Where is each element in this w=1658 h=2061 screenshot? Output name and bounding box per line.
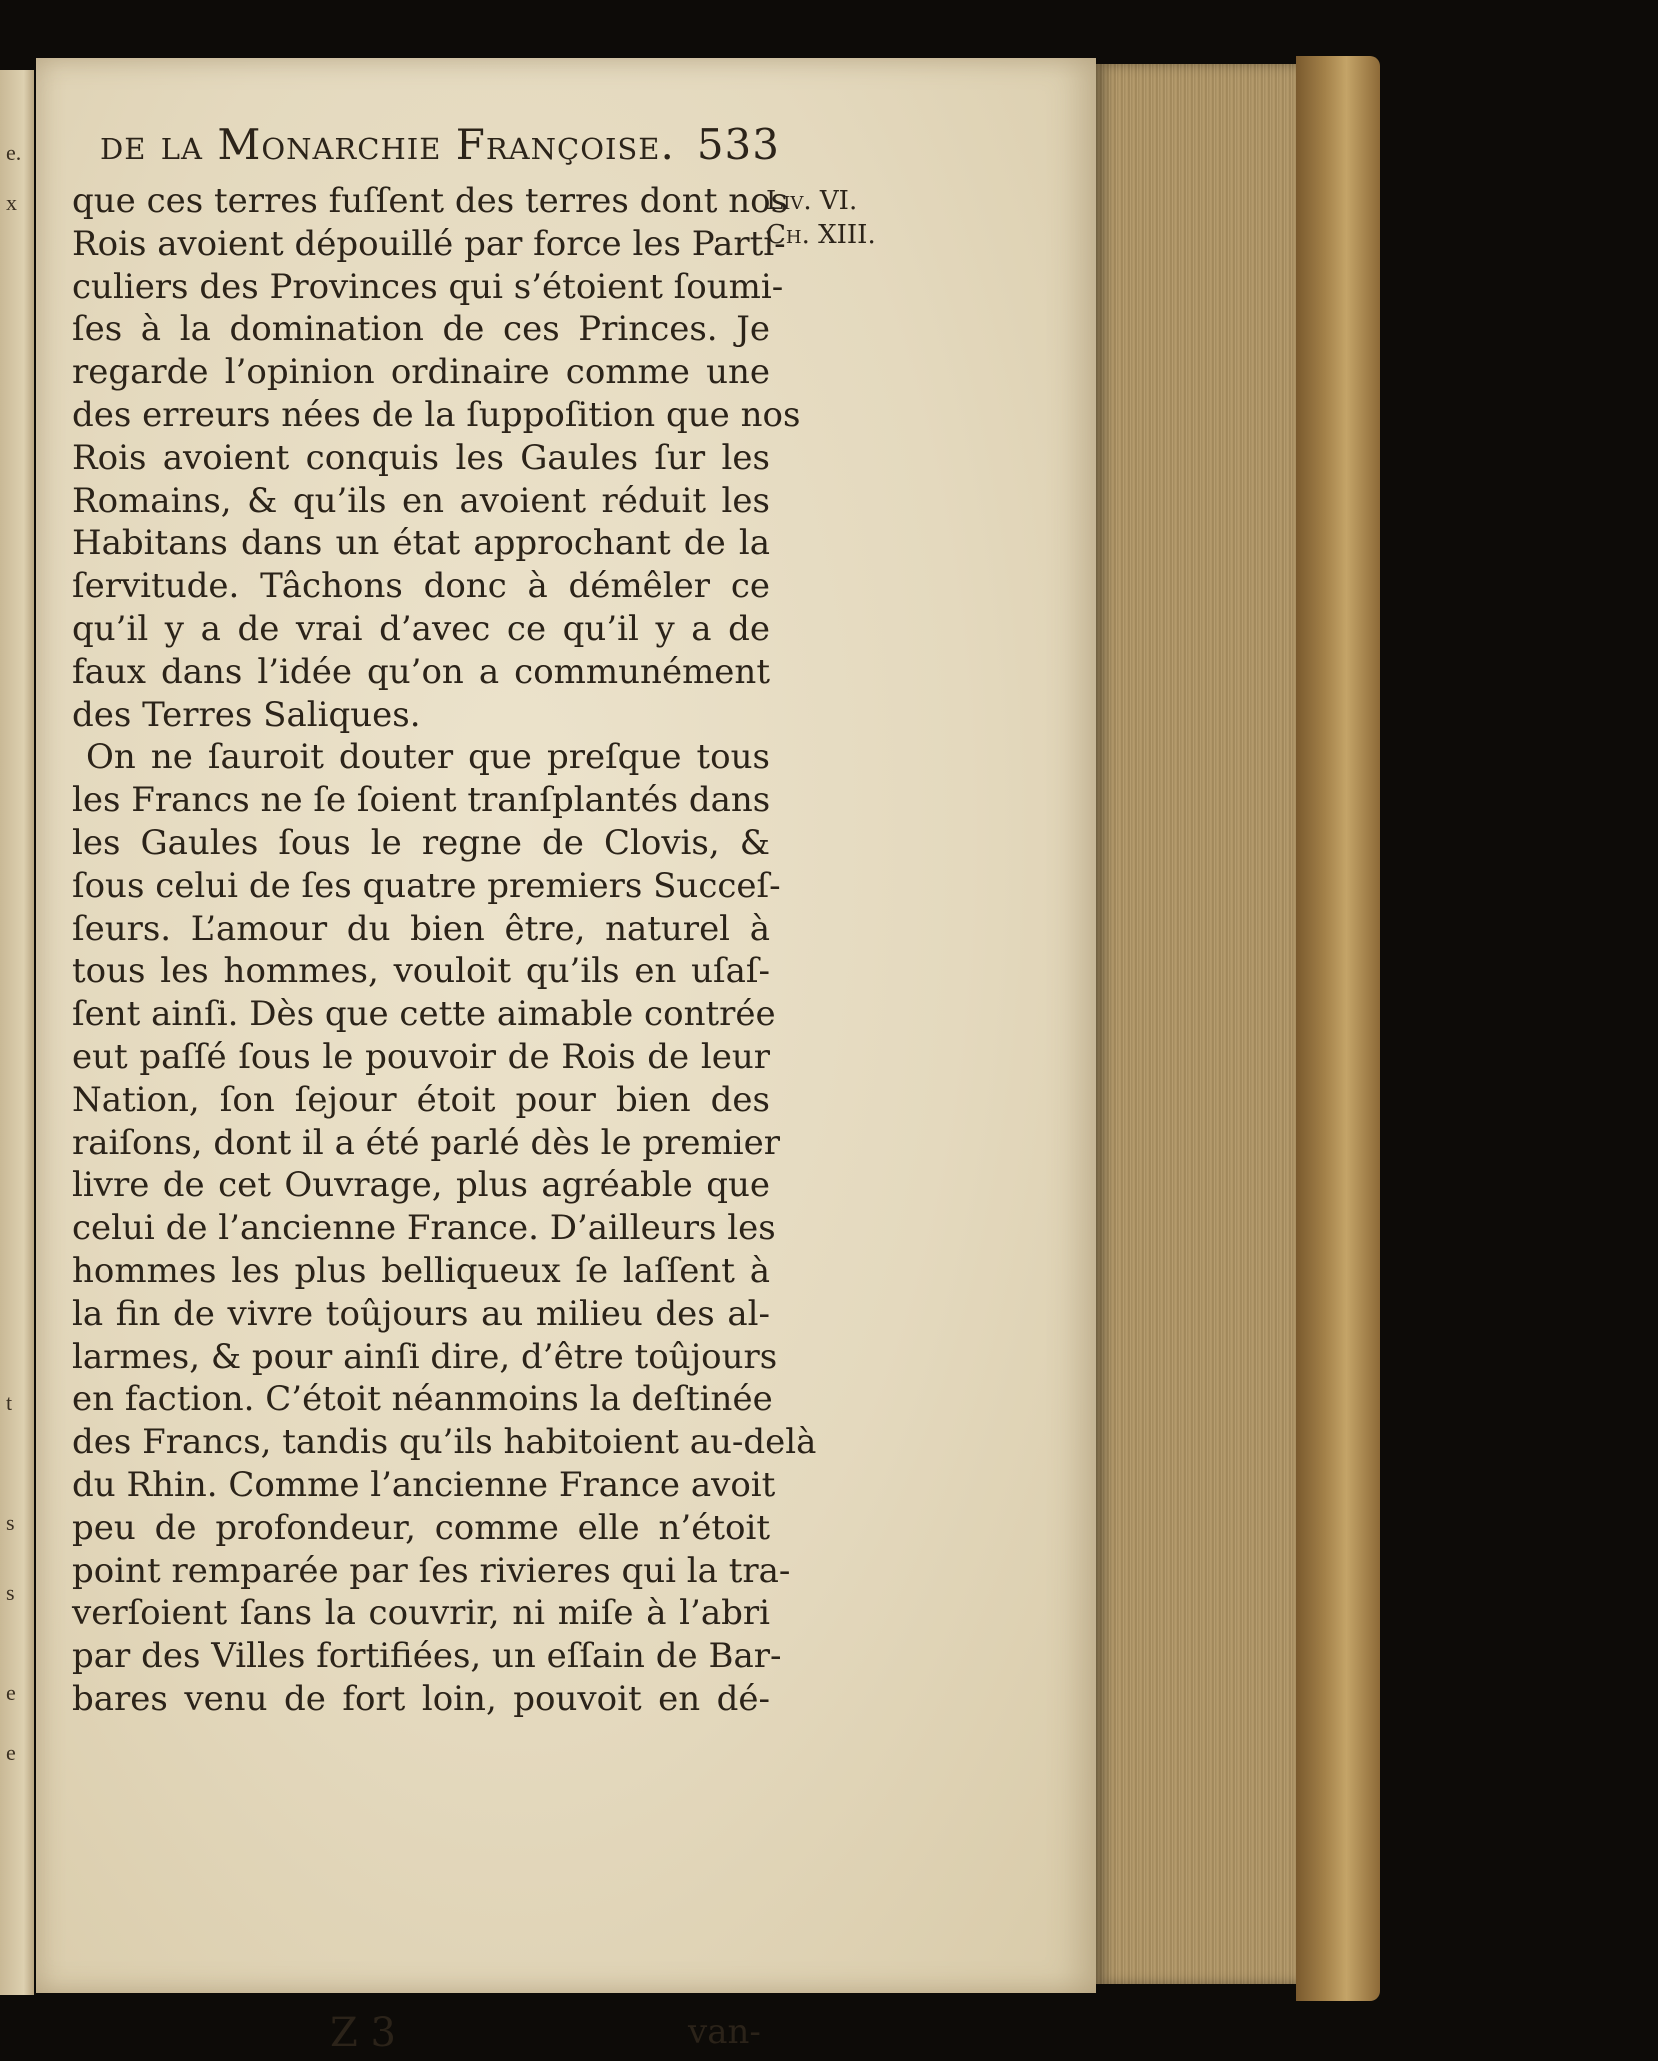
text-line: ſent ainſi. Dès que cette aimable contrée	[72, 994, 776, 1035]
text-line: des Francs, tandis qu’ils habitoient au-delà	[72, 1422, 817, 1463]
text-line: culiers des Provinces qui s’étoient ſoumi-	[72, 266, 784, 307]
facing-page-fragment: s	[6, 1580, 15, 1605]
text-line: ſervitude. Tâchons donc à démêler ce	[72, 566, 770, 607]
text-line: Habitans dans un état approchant de la	[72, 523, 770, 564]
text-line: des erreurs nées de la ſuppoſition que nos	[72, 394, 801, 435]
catchword: van-	[688, 2012, 761, 2052]
text-line: Rois avoient conquis les Gaules ſur les	[72, 437, 770, 478]
facing-page-fragment: e.	[6, 140, 22, 165]
text-line: ſes à la domination de ces Princes. Je	[72, 309, 770, 350]
text-line: Romains, & qu’ils en avoient réduit les	[72, 480, 770, 521]
text-line: les Gaules ſous le regne de Clovis, &	[72, 822, 770, 863]
text-line: hommes les plus belliqueux ſe laſſent à	[72, 1250, 770, 1291]
page-block-edge	[1096, 64, 1296, 1984]
text-line: tous les hommes, vouloit qu’ils en uſaſ-	[72, 951, 770, 992]
margin-note-book: Liv. VI.	[766, 186, 858, 216]
text-line: par des Villes fortifiées, un eſſain de Bar-	[72, 1636, 782, 1677]
signature-mark: Z 3	[330, 2010, 396, 2056]
text-line: peu de profondeur, comme elle n’étoit	[72, 1507, 770, 1548]
text-line: raiſons, dont il a été parlé dès le premier	[72, 1122, 781, 1163]
text-line: verſoient ſans la couvrir, ni miſe à l’abri	[72, 1593, 770, 1634]
margin-note-chapter: Ch. XIII.	[766, 220, 876, 250]
text-line: eut paſſé ſous le pouvoir de Rois de leur	[72, 1036, 770, 1077]
text-line: les Francs ne ſe ſoient tranſplantés dans	[72, 780, 771, 821]
text-line: bares venu de fort loin, pouvoit en dé-	[72, 1678, 770, 1719]
text-line: en faction. C’étoit néanmoins la deſtinée	[72, 1379, 773, 1420]
text-line: du Rhin. Comme l’ancienne France avoit	[72, 1464, 776, 1505]
text-line: On ne ſauroit douter que preſque tous	[86, 737, 770, 778]
text-line: ſeurs. L’amour du bien être, naturel à	[72, 908, 770, 949]
text-line: que ces terres fuſſent des terres dont nos	[72, 181, 789, 221]
text-line: livre de cet Ouvrage, plus agréable que	[72, 1165, 770, 1206]
facing-page-fragment: e	[6, 1680, 16, 1705]
text-line: faux dans l’idée qu’on a communément	[72, 651, 770, 692]
text-line: Rois avoient dépouillé par force les Parti-	[72, 223, 786, 264]
facing-page-fragment: e	[6, 1740, 16, 1765]
facing-page-fragment: s	[6, 1510, 15, 1535]
text-line: regarde l’opinion ordinaire comme une	[72, 352, 770, 393]
text-line: celui de l’ancienne France. D’ailleurs les	[72, 1208, 776, 1249]
leather-cover	[1296, 56, 1380, 2001]
running-title: de la Monarchie Françoise.	[100, 120, 675, 169]
running-header	[100, 120, 780, 180]
facing-page-fragment: t	[6, 1390, 13, 1415]
facing-page-fragments	[2, 70, 32, 1995]
facing-page-edge	[0, 70, 34, 1995]
page-number: 533	[696, 120, 780, 169]
text-line: ſous celui de ſes quatre premiers Succeſ-	[72, 865, 781, 906]
text-line: larmes, & pour ainſi dire, d’être toûjours	[72, 1336, 778, 1377]
facing-page-fragment: x	[6, 190, 17, 215]
margin-note	[766, 184, 916, 252]
text-line: des Terres Saliques.	[72, 694, 421, 735]
text-line: qu’il y a de vrai d’avec ce qu’il y a de	[72, 608, 770, 649]
text-line: point remparée par ſes rivieres qui la tra-	[72, 1550, 791, 1591]
text-line: Nation, ſon ſejour étoit pour bien des	[72, 1079, 770, 1120]
text-line: la fin de vivre toûjours au milieu des al-	[72, 1293, 770, 1334]
